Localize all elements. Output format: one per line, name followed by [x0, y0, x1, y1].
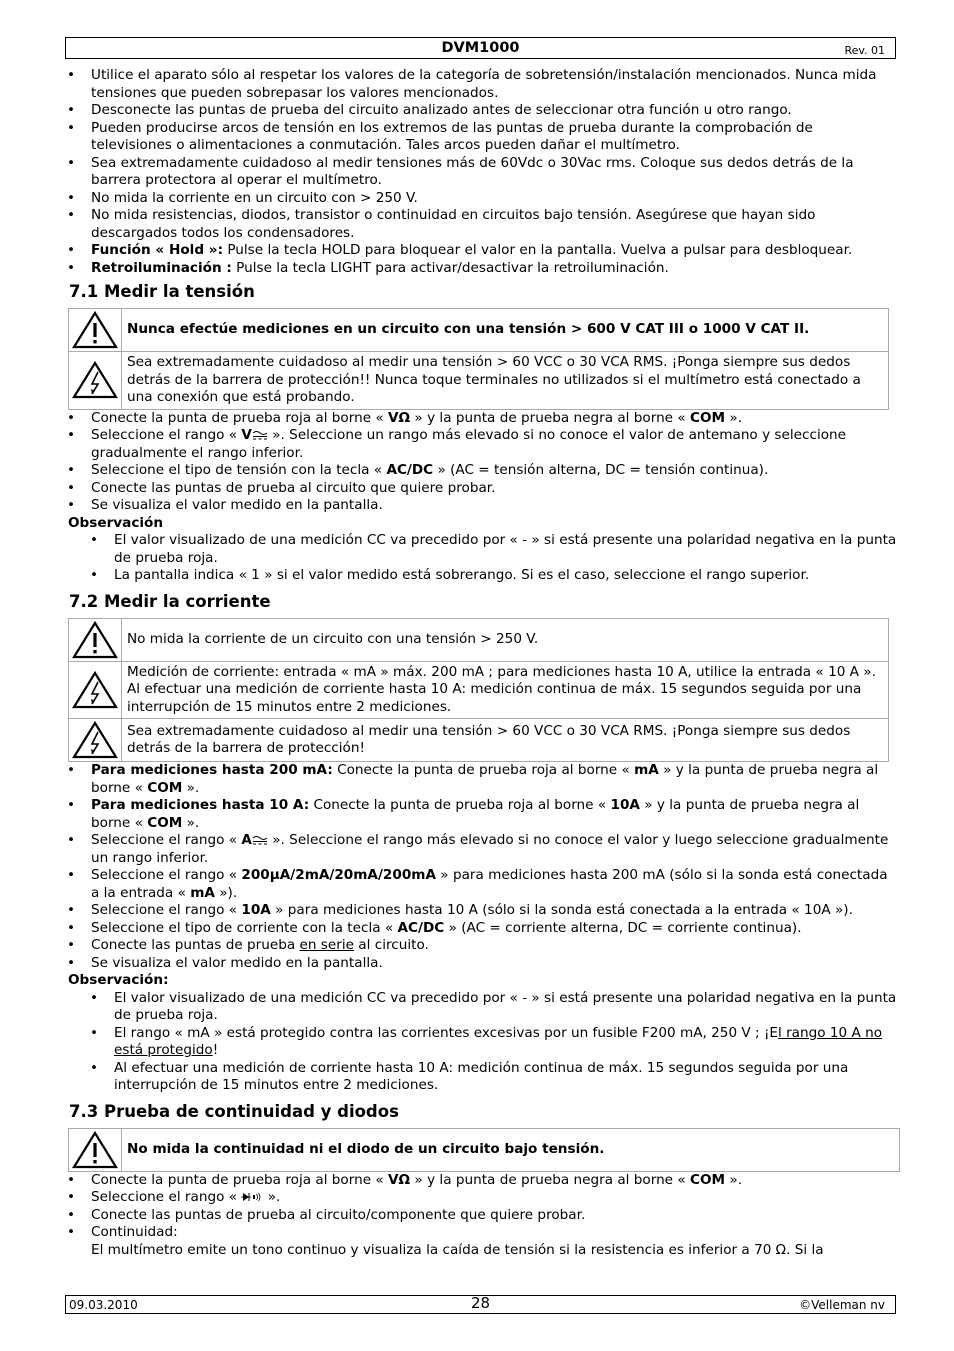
text: Conecte la punta de prueba roja al borne «	[91, 1171, 389, 1188]
hold-text: Pulse la tecla HOLD para bloquear el valor en la pantalla. Vuelva a pulsar para desbloquear.	[223, 242, 853, 258]
section-title-7-3: 7.3 Prueba de continuidad y diodos	[69, 1101, 399, 1121]
list-item	[66, 797, 898, 832]
text: ».	[182, 814, 200, 831]
warning-cell	[69, 1128, 122, 1171]
electric-shock-icon	[72, 671, 118, 709]
list-item	[66, 867, 898, 902]
steps-list-7-1	[66, 410, 898, 515]
list-item: • No mida resistencias, diodos, transistor o continuidad en circuitos bajo tensión. Asegúrese que hayan sido descargados todos los condensadores.	[66, 207, 898, 242]
steps-list-7-2	[66, 762, 898, 972]
list-item-light	[66, 260, 898, 278]
range-label: V	[241, 427, 252, 443]
text: » para mediciones hasta 10 A (sólo si la sonda está conectada a la entrada « 10A »).	[270, 902, 853, 918]
text: Seleccione el tipo de corriente con la tecla «	[91, 919, 398, 936]
diode-continuity-icon	[241, 1192, 263, 1202]
ac-dc-symbol-icon	[252, 430, 268, 440]
text: El multímetro emite un tono continuo y visualiza la caída de tensión si la resistencia es inferior a 70 Ω. Si la	[91, 1241, 824, 1258]
warning-text: No mida la continuidad ni el diodo de un circuito bajo tensión.	[122, 1128, 900, 1171]
text: Conecte la punta de prueba roja al borne «	[91, 409, 389, 426]
text: » y la punta de prueba negra al borne «	[91, 797, 860, 831]
hold-label: Función « Hold »:	[91, 242, 224, 258]
terminal-label: COM	[690, 1171, 726, 1188]
list-item	[66, 832, 898, 867]
list-item: • No mida la corriente en un circuito con > 250 V.	[66, 190, 898, 208]
observation-list-7-1	[66, 532, 898, 585]
warning-cell	[69, 352, 122, 410]
text: ». Seleccione el rango más elevado si no conoce el valor y luego seleccione gradualmente un rango inferior.	[91, 832, 889, 866]
page-number: 28	[470, 1294, 491, 1312]
list-item: • Se visualiza el valor medido en la pantalla.	[66, 955, 898, 973]
light-label: Retroiluminación :	[91, 259, 232, 276]
text: !	[212, 1042, 219, 1058]
list-item	[66, 1025, 898, 1060]
text: al circuito.	[353, 937, 429, 953]
list-item: • La pantalla indica « 1 » si el valor medido está sobrerango. Si es el caso, seleccione el rango superior.	[66, 567, 898, 585]
footer-copyright: ©Velleman nv	[799, 1298, 885, 1312]
warning-text: Medición de corriente: entrada « mA » máx. 200 mA ; para mediciones hasta 10 A, utilice la entrada « 10 A ». Al efectuar una medición de corriente hasta 10 A: medición continua de máx. 15 segundos seguida por una interrupción de 15 minutos entre 2 mediciones.	[122, 661, 889, 719]
step-label: Para mediciones hasta 200 mA:	[91, 762, 333, 778]
exclamation-warning-icon	[72, 1131, 118, 1169]
light-text: Pulse la tecla LIGHT para activar/desactivar la retroiluminación.	[231, 259, 669, 276]
list-item	[66, 427, 898, 462]
text: Continuidad:	[91, 1224, 178, 1240]
list-item: • Desconecte las puntas de prueba del circuito analizado antes de seleccionar otra función u otro rango.	[66, 102, 898, 120]
list-item: • Pueden producirse arcos de tensión en los extremos de las puntas de prueba durante la comprobación de televisiones o alimentaciones a conmutación. Tales arcos pueden dañar el multímetro.	[66, 120, 898, 155]
text: » para mediciones hasta 200 mA (sólo si la sonda está conectada a la entrada «	[91, 867, 888, 901]
observation-list-7-2	[66, 990, 898, 1095]
text: ».	[725, 409, 743, 426]
text: ». Seleccione un rango más elevado si no conoce el valor de antemano y seleccione gradualmente el rango inferior.	[91, 427, 847, 461]
text: » y la punta de prueba negra al borne «	[91, 762, 879, 796]
text: ».	[182, 779, 200, 796]
text: Conecte las puntas de prueba	[91, 937, 300, 953]
observation-heading: Observación:	[68, 972, 169, 988]
warning-cell	[69, 661, 122, 719]
list-item	[66, 410, 898, 428]
key-label: AC/DC	[397, 919, 445, 936]
warning-table-7-3	[68, 1128, 900, 1172]
underlined-text: l rango 10 A no está protegido	[114, 1024, 883, 1058]
step-label: Para mediciones hasta 10 A:	[91, 797, 310, 813]
text: » (AC = tensión alterna, DC = tensión continua).	[433, 462, 769, 478]
range-label: 200µA/2mA/20mA/200mA	[241, 867, 436, 883]
intro-list	[66, 67, 898, 277]
list-item: • Utilice el aparato sólo al respetar los valores de la categoría de sobretensión/instalación mencionados. Nunca mida tensiones que pueden sobrepasar los valores mencionados.	[66, 67, 898, 102]
warning-table-7-1	[68, 308, 889, 410]
list-item: • Conecte las puntas de prueba al circuito que quiere probar.	[66, 480, 898, 498]
steps-list-7-3	[66, 1172, 898, 1260]
terminal-label: mA	[190, 884, 215, 901]
list-item	[66, 1189, 898, 1207]
list-item	[66, 902, 898, 920]
list-item	[66, 762, 898, 797]
electric-shock-icon	[72, 721, 118, 759]
exclamation-warning-icon	[72, 311, 118, 349]
warning-text: Sea extremadamente cuidadoso al medir una tensión > 60 VCC o 30 VCA RMS. ¡Ponga siempre sus dedos detrás de la barrera de protección!	[122, 719, 889, 762]
revision-label: Rev. 01	[844, 44, 885, 57]
list-item: • El valor visualizado de una medición CC va precedido por « - » si está presente una polaridad negativa en la punta de prueba roja.	[66, 532, 898, 567]
section-title-7-2: 7.2 Medir la corriente	[69, 591, 271, 611]
terminal-label: mA	[634, 762, 659, 778]
text: Conecte la punta de prueba roja al borne «	[332, 762, 635, 778]
text: El rango « mA » está protegido contra las corrientes excesivas por un fusible F200 mA, 250 V ; ¡E	[114, 1024, 778, 1041]
text: » y la punta de prueba negra al borne «	[410, 1171, 691, 1188]
page-header	[65, 37, 896, 59]
page-content	[66, 67, 898, 1259]
terminal-label: COM	[690, 409, 726, 426]
warning-cell	[69, 309, 122, 352]
warning-cell	[69, 719, 122, 762]
list-item	[66, 1172, 898, 1190]
list-item: • Sea extremadamente cuidadoso al medir tensiones más de 60Vdc o 30Vac rms. Coloque sus dedos detrás de la barrera protectora al operar el multímetro.	[66, 155, 898, 190]
list-item: • Conecte las puntas de prueba al circuito/componente que quiere probar.	[66, 1207, 898, 1225]
list-item	[66, 920, 898, 938]
range-label: 10A	[241, 902, 271, 918]
terminal-label: COM	[147, 814, 183, 831]
list-item: • Al efectuar una medición de corriente hasta 10 A: medición continua de máx. 15 segundos seguida por una interrupción de 15 minutos entre 2 mediciones.	[66, 1060, 898, 1095]
warning-cell	[69, 618, 122, 661]
terminal-label: VΩ	[388, 409, 411, 426]
text: Seleccione el rango «	[91, 867, 242, 883]
text: Seleccione el tipo de tensión con la tecla «	[91, 462, 387, 478]
ac-dc-symbol-icon	[252, 835, 268, 845]
list-item	[66, 1224, 898, 1259]
page-footer	[65, 1295, 896, 1314]
list-item	[66, 937, 898, 955]
text: Seleccione el rango «	[91, 1189, 242, 1205]
list-item: • El valor visualizado de una medición CC va precedido por « - » si está presente una polaridad negativa en la punta de prueba roja.	[66, 990, 898, 1025]
warning-text: Sea extremadamente cuidadoso al medir una tensión > 60 VCC o 30 VCA RMS. ¡Ponga siempre sus dedos detrás de la barrera de protección!! Nunca toque terminales no utilizados si el multímetro está conectado a una conexión que está probando.	[122, 352, 889, 410]
footer-date: 09.03.2010	[69, 1298, 138, 1312]
text: Conecte la punta de prueba roja al borne «	[309, 797, 611, 813]
exclamation-warning-icon	[72, 621, 118, 659]
section-title-7-1: 7.1 Medir la tensión	[69, 282, 255, 301]
text: ».	[263, 1189, 281, 1205]
warning-text: Nunca efectúe mediciones en un circuito con una tensión > 600 V CAT III o 1000 V CAT II.	[122, 309, 889, 352]
terminal-label: COM	[147, 779, 183, 796]
terminal-label: 10A	[610, 797, 640, 813]
terminal-label: VΩ	[388, 1171, 411, 1188]
text: Seleccione el rango «	[91, 832, 242, 848]
underlined-text: en serie	[299, 937, 354, 953]
key-label: AC/DC	[386, 462, 434, 478]
list-item	[66, 462, 898, 480]
list-item-hold	[66, 242, 898, 260]
text: ».	[725, 1171, 743, 1188]
text: Seleccione el rango «	[91, 902, 242, 918]
text: » y la punta de prueba negra al borne «	[410, 409, 691, 426]
text: » (AC = corriente alterna, DC = corriente continua).	[444, 919, 802, 936]
observation-heading: Observación	[68, 514, 164, 531]
electric-shock-icon	[72, 361, 118, 399]
range-label: A	[241, 832, 252, 848]
list-item: • Se visualiza el valor medido en la pantalla.	[66, 497, 898, 515]
text: Seleccione el rango «	[91, 427, 242, 443]
warning-text: No mida la corriente de un circuito con una tensión > 250 V.	[122, 618, 889, 661]
document-title: DVM1000	[441, 40, 520, 56]
warning-table-7-2	[68, 618, 889, 763]
text: »).	[214, 884, 238, 901]
